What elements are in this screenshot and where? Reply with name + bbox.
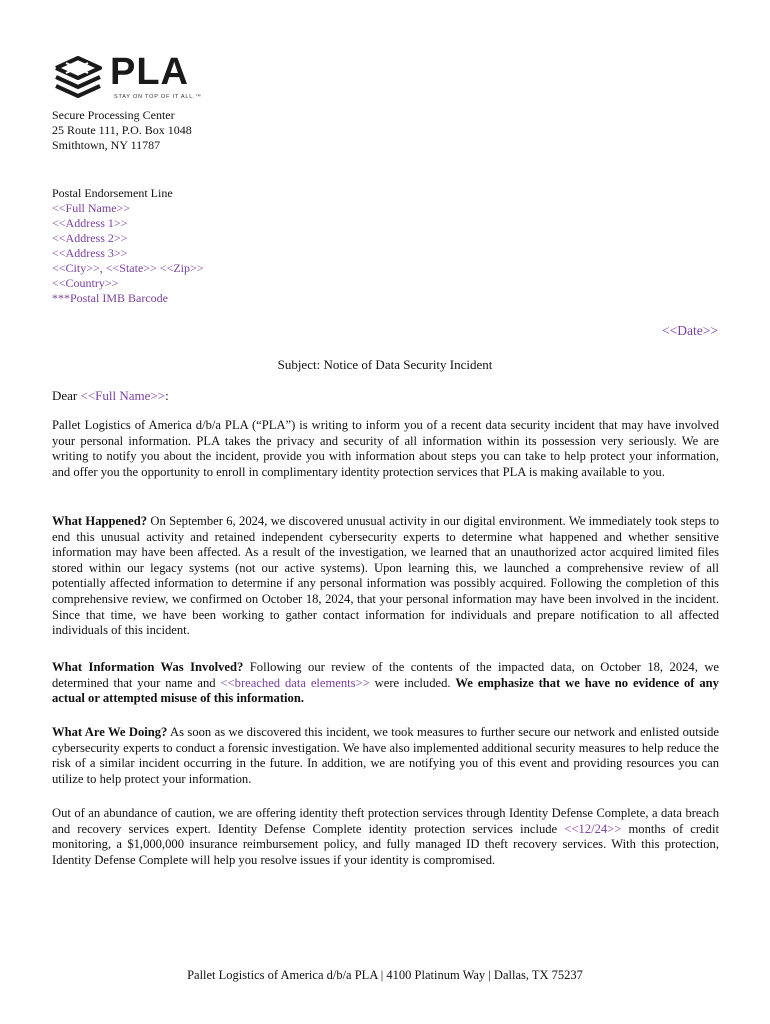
recipient-address-1: <<Address 1>> bbox=[52, 216, 128, 230]
letter-date: <<Date>> bbox=[662, 323, 718, 338]
intro-text: Pallet Logistics of America d/b/a PLA (“PLA”) is writing to inform you of a recent data security incident that may have involved your personal information. PLA takes the privacy and security of all information within its possession very seriously. We are writing to notify you about the incident, provide you with information about steps you can take to help protect your information, and offer you the opportunity to enroll in complimentary identity protection services that PLA is making available to you. bbox=[52, 418, 719, 479]
what-happened-heading: What Happened? bbox=[52, 514, 148, 528]
recipient-address-2: <<Address 2>> bbox=[52, 231, 128, 245]
pallet-stack-icon bbox=[52, 56, 104, 102]
identity-protection-paragraph bbox=[52, 806, 719, 868]
postal-endorsement-line: Postal Endorsement Line bbox=[52, 186, 173, 200]
intro-paragraph bbox=[52, 418, 719, 480]
information-involved-paragraph bbox=[52, 660, 719, 707]
logo-wordmark: PLA bbox=[110, 51, 189, 93]
information-involved-text-2: were included. bbox=[369, 675, 456, 690]
information-involved-text-1: Following our review of the contents of the impacted data, on October 18, 2024, we determined that your name and bbox=[52, 660, 720, 690]
page-footer: Pallet Logistics of America d/b/a PLA | 4100 Platinum Way | Dallas, TX 75237 bbox=[187, 968, 583, 982]
salutation-prefix: Dear bbox=[52, 388, 81, 403]
salutation-name: <<Full Name>> bbox=[80, 388, 166, 403]
salutation bbox=[52, 388, 169, 404]
recipient-city-state-zip: <<City>>, <<State>> <<Zip>> bbox=[52, 261, 204, 275]
sender-line-1: Secure Processing Center bbox=[52, 108, 175, 122]
recipient-full-name: <<Full Name>> bbox=[52, 201, 131, 215]
breached-data-placeholder: <<breached data elements>> bbox=[220, 675, 370, 690]
what-happened-text: On September 6, 2024, we discovered unusual activity in our digital environment. We immediately took steps to end this unusual activity and retained independent cybersecurity experts to determine what happened and whether sensitive information may have been affected. As a result of the investigation, we learned that an unauthorized actor acquired limited files stored within our legacy systems (not our active systems). Upon learning this, we launched a comprehensive review of all potentially affected information to determine if any personal information was possibly acquired. Following the completion of this comprehensive review, we confirmed on October 18, 2024, that your personal information may have been involved in the incident. Since that time, we have been working to gather contact information for individuals and prepare notification to all affected individuals of this incident. bbox=[52, 514, 720, 638]
logo-tagline: STAY ON TOP OF IT ALL.™ bbox=[114, 94, 202, 100]
salutation-suffix: : bbox=[165, 388, 169, 403]
recipient-address-3: <<Address 3>> bbox=[52, 246, 128, 260]
months-placeholder: <<12/24>> bbox=[564, 821, 622, 836]
what-we-are-doing-paragraph bbox=[52, 725, 719, 787]
sender-address bbox=[52, 108, 192, 153]
what-we-are-doing-heading: What Are We Doing? bbox=[52, 725, 168, 739]
recipient-address bbox=[52, 186, 204, 306]
identity-protection-text-1: Out of an abundance of caution, we are offering identity theft protection services through Identity Defense Complete, a data breach and recovery services expert. Identity Defense Complete identity protection services include bbox=[52, 806, 719, 836]
letter-subject: Subject: Notice of Data Security Incident bbox=[277, 357, 493, 372]
identity-protection-text-2: months of credit monitoring, a $1,000,000 insurance reimbursement policy, and fully managed ID theft recovery services. With this protection, Identity Defense Complete will help you resolve issues if your identity is compromised. bbox=[52, 821, 719, 867]
what-we-are-doing-text: As soon as we discovered this incident, we took measures to further secure our network and enlisted outside cybersecurity experts to conduct a forensic investigation. We have also implemented additional security measures to help reduce the risk of a similar incident occurring in the future. In addition, we are notifying you of this event and providing resources you can utilize to help protect your information. bbox=[52, 725, 720, 786]
recipient-country: <<Country>> bbox=[52, 276, 119, 290]
company-logo bbox=[52, 51, 212, 102]
sender-line-2: 25 Route 111, P.O. Box 1048 bbox=[52, 123, 192, 137]
what-happened-paragraph bbox=[52, 514, 719, 639]
postal-barcode-placeholder: ***Postal IMB Barcode bbox=[52, 291, 168, 305]
information-involved-heading: What Information Was Involved? bbox=[52, 660, 244, 674]
no-misuse-statement: We emphasize that we have no evidence of any actual or attempted misuse of this information. bbox=[52, 675, 719, 706]
sender-line-3: Smithtown, NY 11787 bbox=[52, 138, 161, 152]
